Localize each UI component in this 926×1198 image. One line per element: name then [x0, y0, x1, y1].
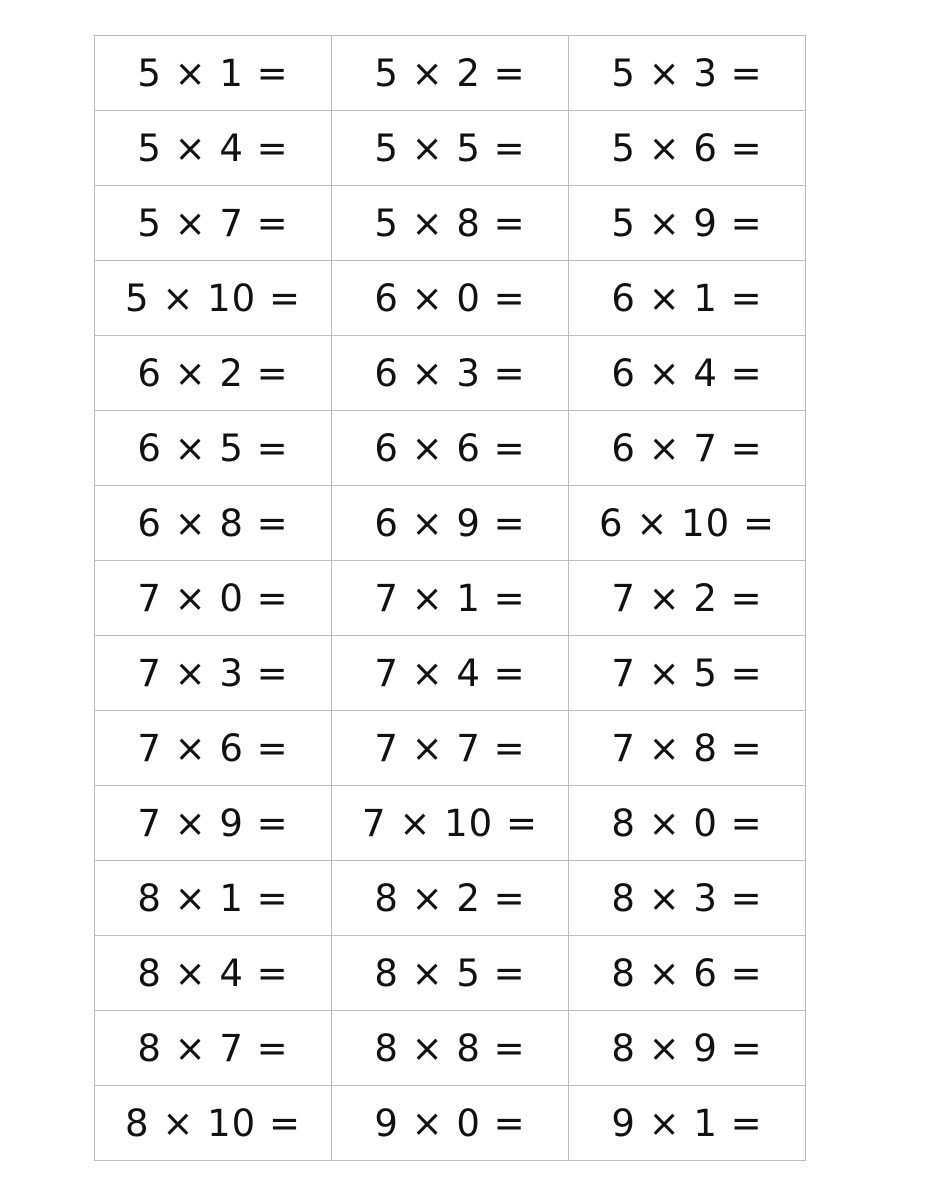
problem-cell: 8 × 3 =: [569, 861, 806, 936]
problem-cell: 8 × 4 =: [95, 936, 332, 1011]
problem-cell: 8 × 1 =: [95, 861, 332, 936]
problem-cell: 7 × 6 =: [95, 711, 332, 786]
problem-cell: 6 × 5 =: [95, 411, 332, 486]
problem-cell: 6 × 3 =: [332, 336, 569, 411]
problem-cell: 8 × 6 =: [569, 936, 806, 1011]
problem-cell: 7 × 9 =: [95, 786, 332, 861]
problem-cell: 5 × 6 =: [569, 111, 806, 186]
table-row: [95, 1086, 806, 1161]
problem-cell: 5 × 10 =: [95, 261, 332, 336]
table-row: [95, 786, 806, 861]
table-row: [95, 561, 806, 636]
problem-cell: 7 × 4 =: [332, 636, 569, 711]
problem-cell: 8 × 7 =: [95, 1011, 332, 1086]
problem-cell: 6 × 9 =: [332, 486, 569, 561]
problem-cell: 7 × 1 =: [332, 561, 569, 636]
problem-cell: 7 × 10 =: [332, 786, 569, 861]
problem-cell: 8 × 5 =: [332, 936, 569, 1011]
table-row: [95, 936, 806, 1011]
problem-cell: 5 × 4 =: [95, 111, 332, 186]
problem-cell: 6 × 4 =: [569, 336, 806, 411]
problem-cell: 6 × 7 =: [569, 411, 806, 486]
problem-cell: 8 × 10 =: [95, 1086, 332, 1161]
problem-cell: 5 × 3 =: [569, 36, 806, 111]
problem-cell: 6 × 2 =: [95, 336, 332, 411]
problem-cell: 9 × 1 =: [569, 1086, 806, 1161]
problem-cell: 7 × 0 =: [95, 561, 332, 636]
problem-cell: 6 × 6 =: [332, 411, 569, 486]
problem-cell: 5 × 7 =: [95, 186, 332, 261]
problem-cell: 7 × 8 =: [569, 711, 806, 786]
problem-cell: 6 × 1 =: [569, 261, 806, 336]
table-row: [95, 111, 806, 186]
multiplication-table: [94, 35, 806, 1161]
problem-cell: 7 × 3 =: [95, 636, 332, 711]
problem-cell: 8 × 2 =: [332, 861, 569, 936]
problem-cell: 7 × 2 =: [569, 561, 806, 636]
problem-cell: 5 × 5 =: [332, 111, 569, 186]
problem-cell: 8 × 8 =: [332, 1011, 569, 1086]
table-row: [95, 1011, 806, 1086]
problem-cell: 5 × 9 =: [569, 186, 806, 261]
table-row: [95, 861, 806, 936]
problem-cell: 7 × 5 =: [569, 636, 806, 711]
table-row: [95, 636, 806, 711]
table-row: [95, 186, 806, 261]
problem-cell: 8 × 0 =: [569, 786, 806, 861]
table-row: [95, 411, 806, 486]
problem-cell: 9 × 0 =: [332, 1086, 569, 1161]
problem-cell: 7 × 7 =: [332, 711, 569, 786]
table-row: [95, 261, 806, 336]
table-row: [95, 486, 806, 561]
problem-cell: 8 × 9 =: [569, 1011, 806, 1086]
table-row: [95, 36, 806, 111]
problem-cell: 5 × 2 =: [332, 36, 569, 111]
table-row: [95, 711, 806, 786]
problem-cell: 6 × 8 =: [95, 486, 332, 561]
problem-cell: 5 × 8 =: [332, 186, 569, 261]
problem-cell: 6 × 10 =: [569, 486, 806, 561]
table-row: [95, 336, 806, 411]
problem-cell: 6 × 0 =: [332, 261, 569, 336]
problem-cell: 5 × 1 =: [95, 36, 332, 111]
